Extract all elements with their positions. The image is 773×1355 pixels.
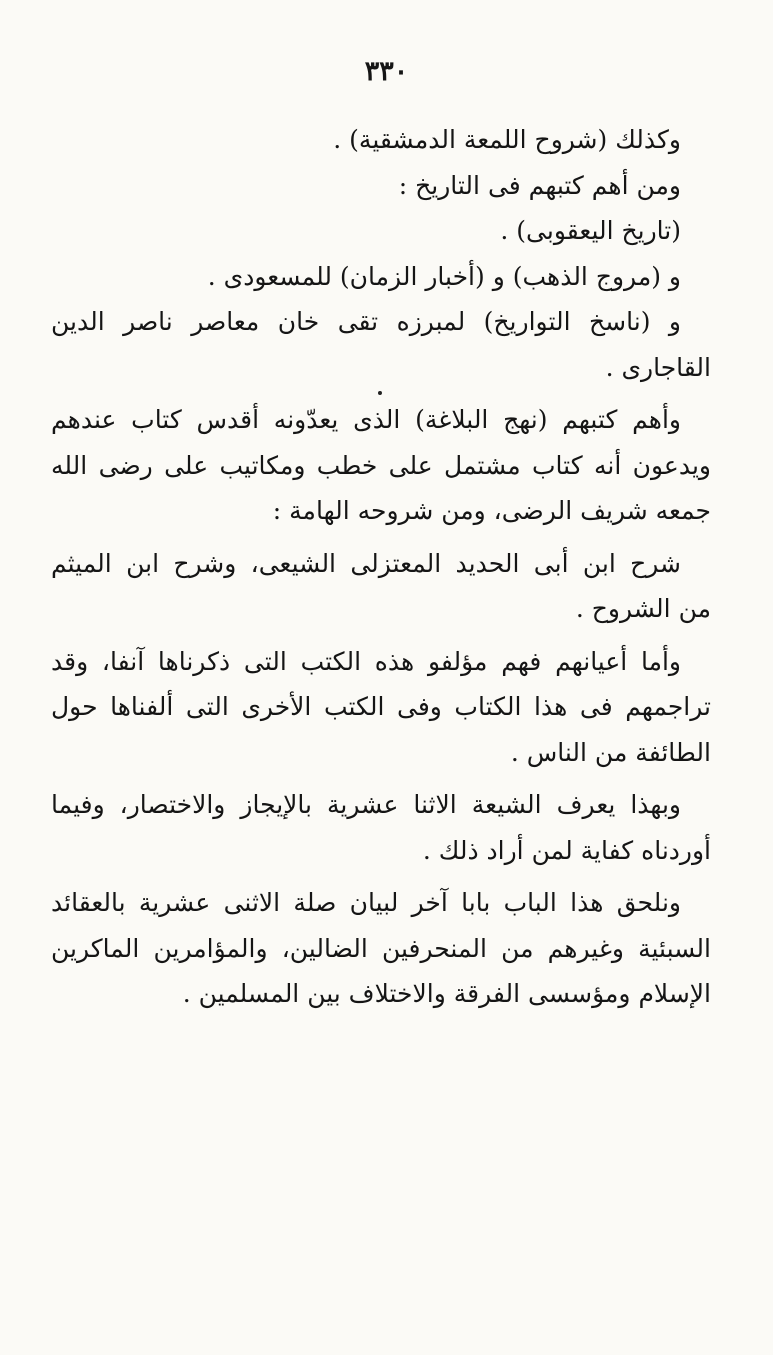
text-line: القاجارى . xyxy=(605,352,711,382)
text-line: الإسلام ومؤسسى الفرقة والاختلاف بين المسلمين . xyxy=(182,979,711,1008)
text-line: و (مروج الذهب) و (أخبار الزمان) للمسعودى . xyxy=(207,261,681,291)
paragraph-gap xyxy=(51,632,711,639)
text-line: السبئية وغيرهم من المنحرفين الضالين، والمؤامرين الماكرين xyxy=(51,933,711,963)
text-line: الطائفة من الناس . xyxy=(510,737,711,767)
text-line: وكذلك (شروح اللمعة الدمشقية) . xyxy=(333,125,681,154)
text-line: وأهم كتبهم (نهج البلاغة) الذى يعدّونه أقدس كتاب عندهم xyxy=(51,405,681,434)
text-line: تراجمهم فى هذا الكتاب وفى الكتب الأخرى التى ألفناها حول xyxy=(51,692,711,721)
text-line: وأما أعيانهم فهم مؤلفو هذه الكتب التى ذكرناها آنفا، وقد xyxy=(51,646,681,676)
page-text xyxy=(51,117,711,1017)
paragraph-gap xyxy=(51,534,711,541)
text-line: أوردناه كفاية لمن أراد ذلك . xyxy=(422,835,711,865)
paragraph-gap xyxy=(51,873,711,880)
text-line: (تاريخ اليعقوبى) . xyxy=(500,216,681,245)
text-line: جمعه شريف الرضى، ومن شروحه الهامة : xyxy=(272,496,711,525)
text-line: وبهذا يعرف الشيعة الاثنا عشرية بالإيجاز والاختصار، وفيما xyxy=(51,790,681,819)
paragraph-gap xyxy=(51,390,711,397)
text-line: ونلحق هذا الباب بابا آخر لبيان صلة الاثنى عشرية بالعقائد xyxy=(51,888,681,917)
page-number: ٣٣٠ xyxy=(364,56,409,87)
text-line: ومن أهم كتبهم فى التاريخ : xyxy=(398,170,681,200)
text-line: ويدعون أنه كتاب مشتمل على خطب ومكاتيب على رضى الله xyxy=(51,450,711,480)
paragraph-gap xyxy=(51,775,711,782)
text-line: شرح ابن أبى الحديد المعتزلى الشيعى، وشرح ابن الميثم xyxy=(51,548,681,578)
text-line: من الشروح . xyxy=(575,594,711,623)
text-line: و (ناسخ التواريخ) لمبرزه تقى خان معاصر ناصر الدين xyxy=(51,307,681,336)
